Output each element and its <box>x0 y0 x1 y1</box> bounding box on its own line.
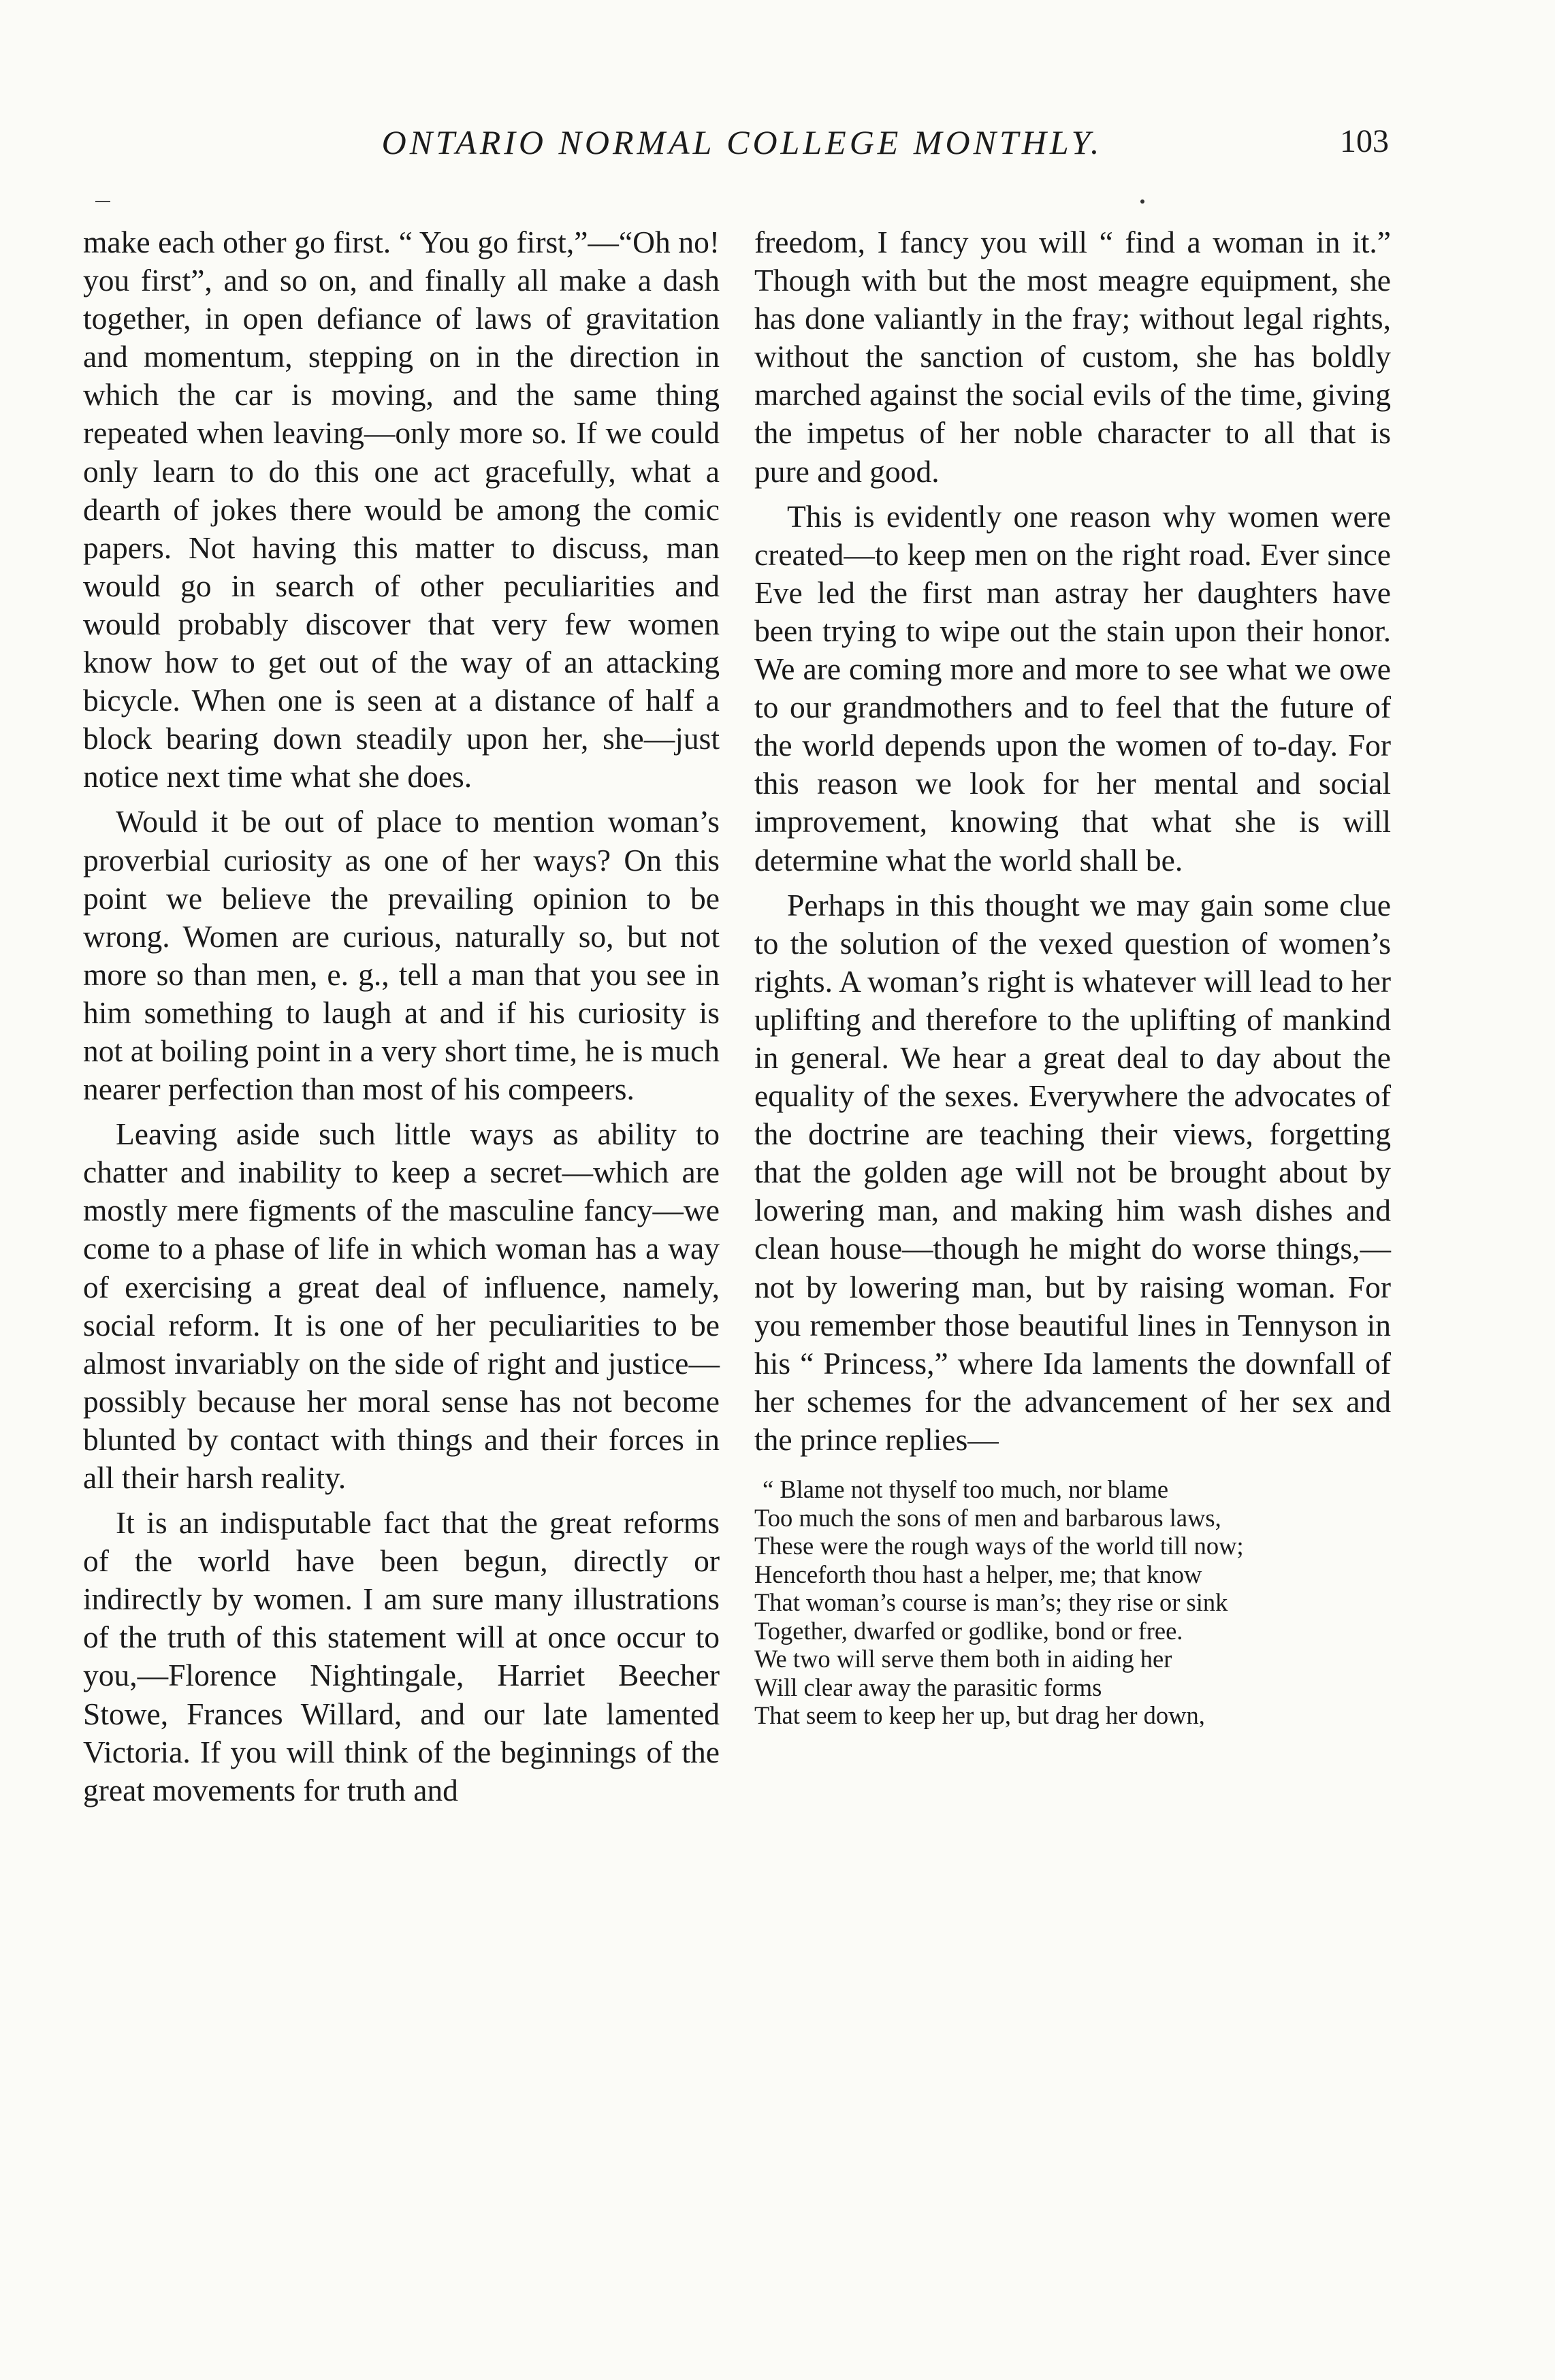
poem-line: Together, dwarfed or godlike, bond or free. <box>754 1616 1183 1645</box>
left-column <box>83 223 720 1810</box>
paragraph: freedom, I fancy you will “ find a woman in it.” Though with but the most meagre equipment, she has done valiantly in the fray; without legal rights, without the sanction of custom, she has boldly marched against the social evils of the time, giving the impetus of her noble character to all that is pure and good. <box>754 225 1391 489</box>
right-column <box>754 223 1391 1730</box>
poem-line: That seem to keep her up, but drag her down, <box>754 1701 1205 1729</box>
paragraph: make each other go first. “ You go first,”—“Oh no! you first”, and so on, and finally all make a dash together, in open defiance of laws of gravitation and momentum, stepping on in the direction in which the car is moving, and the same thing repeated when leaving—only more so. If we could only learn to do this one act gracefully, what a dearth of jokes there would be among the comic papers. Not having this matter to discuss, man would go in search of other peculiarities and would probably discover that very few women know how to get out of the way of an attacking bicycle. When one is seen at a distance of half a block bearing down steadily upon her, she—just notice next time what she does. <box>83 225 720 794</box>
paragraph: Would it be out of place to mention woman’s proverbial curiosity as one of her ways? On this point we believe the prevailing opinion to be wrong. Women are curious, naturally so, but not more so than men, e. g., tell a man that you see in him something to laugh at and if his curiosity is not at boiling point in a very short time, he is much nearer perfection than most of his compeers. <box>83 804 720 1107</box>
paragraph: Leaving aside such little ways as ability to chatter and inability to keep a secret—which are mostly mere figments of the masculine fancy—we come to a phase of life in which woman has a way of exercising a great deal of influence, namely, social reform. It is one of her peculiarities to be almost invariably on the side of right and justice—possibly because her moral sense has not become blunted by contact with things and their forces in all their harsh reality. <box>83 1116 720 1495</box>
print-dot-mark <box>1140 199 1144 204</box>
poem-line: We two will serve them both in aiding her <box>754 1645 1172 1673</box>
paragraph: It is an indisputable fact that the great reforms of the world have been begun, directly or indirectly by women. I am sure many illustrations of the truth of this statement will at once occur to you,—Florence Nightingale, Harriet Beecher Stowe, Frances Willard, and our late lamented Victoria. If you will think of the beginnings of the great movements for truth and <box>83 1505 720 1807</box>
running-title: ONTARIO NORMAL COLLEGE MONTHLY. <box>381 123 1103 161</box>
paragraph: Perhaps in this thought we may gain some clue to the solution of the vexed question of women’s rights. A woman’s right is whatever will lead to her uplifting and therefore to the uplifting of mankind in general. We hear a great deal to day about the equality of the sexes. Everywhere the advocates of the doctrine are teaching their views, forgetting that the golden age will not be brought about by lowering man, and making him wash dishes and clean house—though he might do worse things,—not by lowering man, but by raising woman. For you remember those beautiful lines in Tennyson in his “ Princess,” where Ida laments the downfall of her schemes for the advancement of her sex and the prince replies— <box>754 887 1391 1457</box>
page-header <box>0 123 1555 177</box>
paragraph: This is evidently one reason why women were created—to keep men on the right road. Ever since Eve led the first man astray her daughters have been trying to wipe out the stain upon their honor. We are coming more and more to see what we owe to our grandmothers and to feel that the future of the world depends upon the women of to-day. For this reason we look for her mental and social improvement, knowing that what she is will determine what the world shall be. <box>754 498 1391 878</box>
poem-quotation <box>754 1475 1391 1730</box>
poem-line: That woman’s course is man’s; they rise or sink <box>754 1588 1228 1616</box>
poem-line: Will clear away the parasitic forms <box>754 1673 1102 1701</box>
poem-line: Henceforth thou hast a helper, me; that know <box>754 1560 1202 1588</box>
page-number: 103 <box>1340 123 1389 159</box>
poem-line: “ Blame not thyself too much, nor blame <box>763 1475 1169 1503</box>
margin-mark <box>95 201 110 202</box>
poem-line: These were the rough ways of the world till now; <box>754 1532 1244 1560</box>
poem-line: Too much the sons of men and barbarous laws, <box>754 1503 1221 1532</box>
